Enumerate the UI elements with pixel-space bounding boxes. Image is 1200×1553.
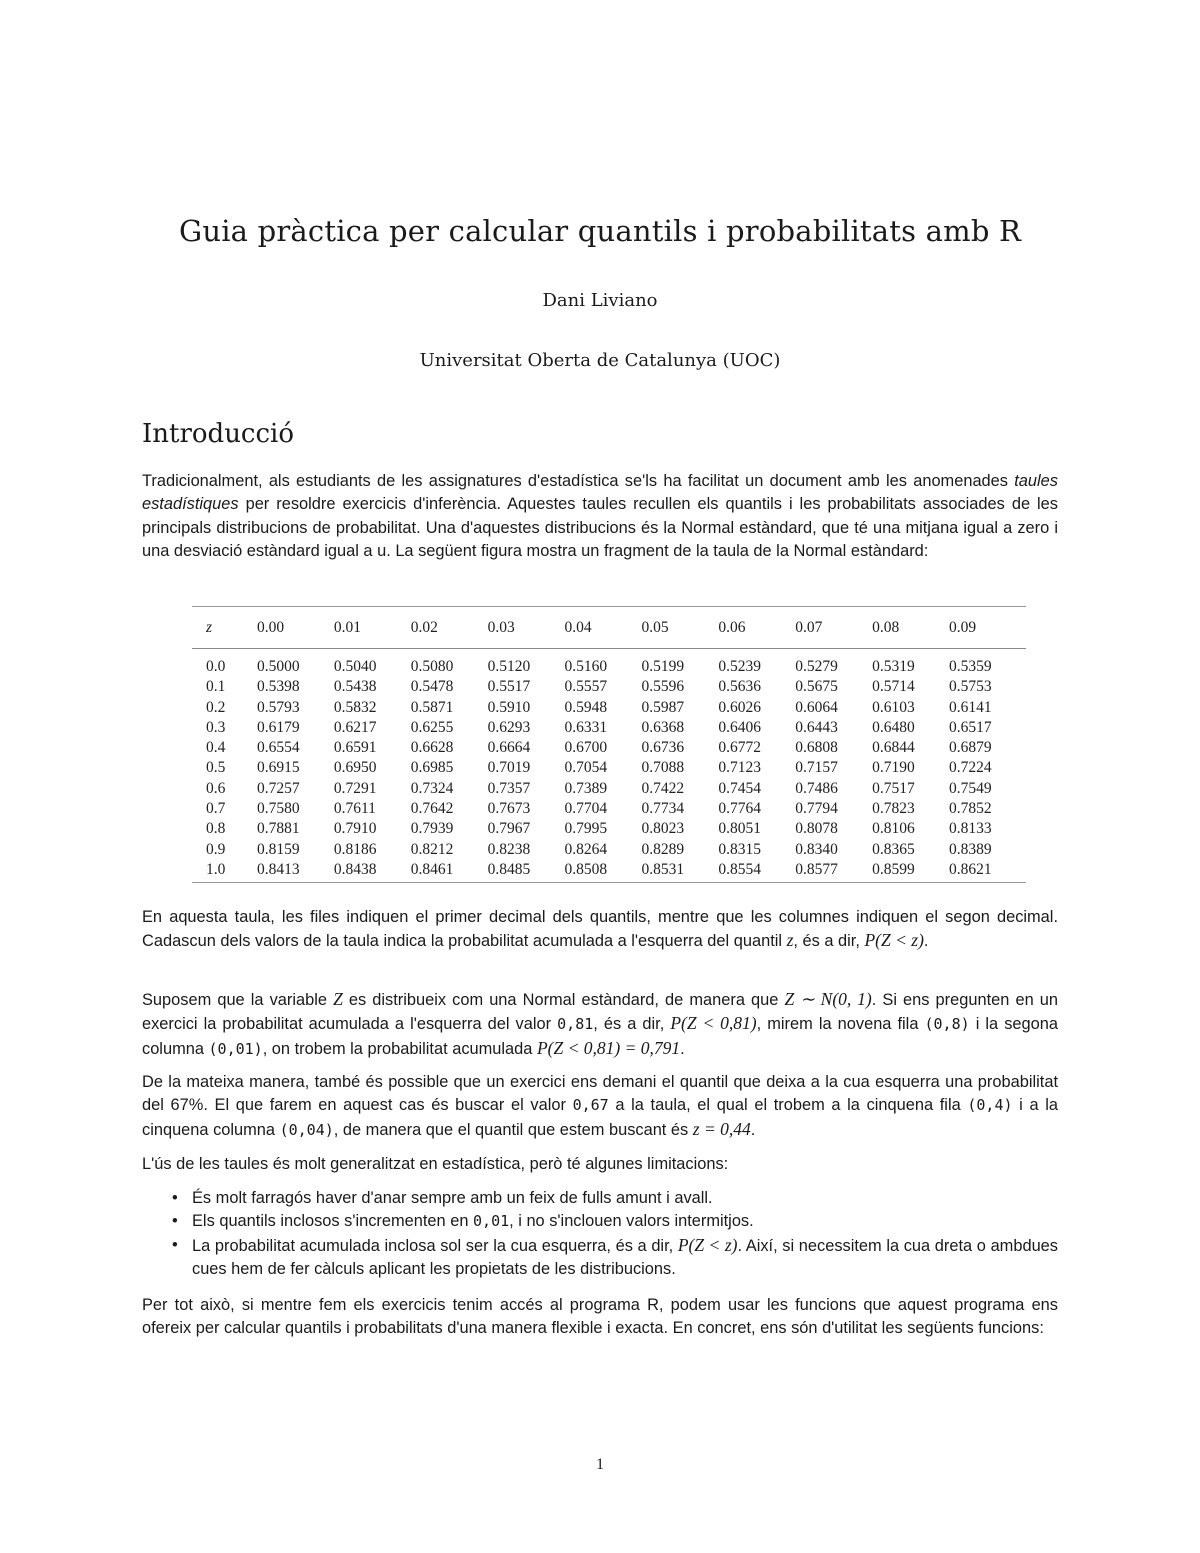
table-cell: 0.5160 (564, 658, 608, 675)
table-row-z: 0.4 (206, 739, 226, 757)
table-row (192, 677, 1026, 697)
table-cell: 0.5910 (487, 698, 531, 716)
author-name: Dani Liviano (542, 290, 658, 311)
table-row-z: 0.1 (206, 678, 226, 696)
table-row-z: 0.0 (206, 658, 226, 675)
intro-italic-term: taules estadístiques (142, 472, 1058, 514)
table-cell: 0.5557 (564, 678, 608, 696)
text: , de manera que el quantil que estem buscant és (333, 1120, 693, 1139)
table-cell: 0.8365 (872, 840, 915, 858)
table-cell: 0.6808 (795, 739, 838, 757)
table-cell: 0.5398 (256, 678, 300, 696)
text: , és a dir, (793, 932, 865, 951)
table-row (192, 758, 1026, 778)
table-cell: 0.6217 (333, 718, 377, 736)
table-cell: 0.7291 (333, 779, 377, 797)
table-header-col: 0.02 (411, 607, 488, 649)
table-cell: 0.8413 (257, 860, 334, 883)
text: i a la cinquena columna (142, 1096, 1058, 1139)
table-cell: 0.8078 (795, 820, 838, 838)
list-item (142, 1234, 1058, 1282)
text: De la mateixa manera, també és possible que un exercici ens demani el quantil que deixa a la cua esquerra una probabilitat del 67%. El que farem en aquest cas és buscar el valor (142, 1073, 1058, 1115)
table-cell: 0.5753 (949, 678, 992, 696)
math-value: (0,8) (924, 1015, 970, 1034)
table-row (192, 819, 1026, 839)
table-cell: 0.6517 (949, 718, 992, 736)
table-cell: 0.6700 (564, 739, 608, 757)
table-row-z: 0.5 (206, 759, 226, 777)
table-cell: 0.7823 (872, 800, 915, 818)
table-header-z: z (192, 607, 257, 649)
table-cell: 0.8159 (256, 840, 300, 858)
table-cell: 0.7734 (641, 800, 685, 818)
normal-table (192, 606, 1026, 883)
table-row-z: 0.8 (206, 820, 226, 838)
table-cell: 0.6879 (949, 739, 992, 757)
table-header-col: 0.06 (718, 607, 795, 649)
table-header-col: 0.09 (949, 607, 1026, 649)
list-item (142, 1210, 1058, 1233)
math-expression: z = 0,44 (692, 1118, 751, 1139)
table-cell: 0.8485 (488, 860, 565, 883)
table-cell: 0.5120 (487, 658, 531, 675)
table-cell: 0.7794 (795, 800, 838, 818)
table-cell: 0.5359 (949, 658, 992, 675)
table-cell: 0.5871 (410, 698, 454, 716)
text: , i no s'inclouen valors intermitjos. (509, 1212, 754, 1231)
text: . (923, 932, 929, 951)
table-header-col: 0.05 (641, 607, 718, 649)
table-row (192, 779, 1026, 799)
bullet-icon: • (172, 1212, 178, 1231)
table-header-col: 0.08 (872, 607, 949, 649)
table-cell: 0.5319 (872, 658, 915, 675)
table-header-col: 0.01 (334, 607, 411, 649)
math-distribution: Z ∼ N(0, 1) (784, 989, 872, 1009)
table-cell: 0.7454 (718, 779, 761, 797)
table-cell: 0.8212 (410, 840, 454, 858)
math-expression: P(Z < z) (677, 1234, 738, 1255)
math-z: z (786, 930, 794, 951)
section-heading: Introducció (142, 419, 295, 449)
table-cell: 0.7224 (949, 759, 992, 777)
table-cell: 0.6064 (795, 698, 838, 716)
table-row (192, 698, 1026, 718)
math-value: 0,67 (572, 1096, 609, 1115)
table-cell: 0.6026 (718, 698, 761, 716)
table-cell: 0.5199 (641, 658, 685, 675)
page-number: 1 (596, 1456, 604, 1473)
text: . Així, si necessitem la cua dreta o ambdues cues hem de fer càlculs aplicant les propietats de les distribucions. (192, 1236, 1058, 1278)
limitations-list (142, 1187, 1058, 1281)
table-cell: 0.6443 (795, 718, 838, 736)
table-cell: 0.8289 (641, 840, 685, 858)
math-value: (0,04) (279, 1120, 334, 1139)
text: . Si ens pregunten en un exercici la probabilitat acumulada a l'esquerra del valor (142, 991, 1059, 1034)
table-cell: 0.8577 (795, 860, 872, 883)
text: . (750, 1120, 756, 1139)
table-row (192, 799, 1026, 819)
table-cell: 0.5596 (641, 678, 685, 696)
table-cell: 0.6103 (872, 698, 915, 716)
table-cell: 0.8133 (949, 820, 992, 838)
math-expression: P(Z < z) (864, 930, 924, 951)
table-cell: 0.6736 (641, 739, 685, 757)
text: a la taula, el qual el trobem a la cinquena fila (608, 1096, 968, 1115)
paragraph-example-quantile (142, 1071, 1058, 1142)
document-title: Guia pràctica per calcular quantils i probabilitats amb R (178, 214, 1022, 248)
table-cell: 0.6293 (487, 718, 531, 736)
text: És molt farragós haver d'anar sempre amb un feix de fulls amunt i avall. (192, 1189, 713, 1207)
table-cell: 0.7673 (487, 800, 531, 818)
table-cell: 0.7357 (487, 779, 531, 797)
table-cell: 0.7389 (564, 779, 608, 797)
table-header-col: 0.07 (795, 607, 872, 649)
table-cell: 0.8106 (872, 820, 915, 838)
table-cell: 0.5040 (333, 658, 377, 675)
table-cell: 0.6331 (564, 718, 608, 736)
text: , mirem la novena fila (756, 1015, 925, 1034)
table-header-col: 0.04 (565, 607, 642, 649)
table-cell: 0.7881 (256, 820, 300, 838)
table-header-col: 0.00 (257, 607, 334, 649)
table-cell: 0.6554 (256, 739, 300, 757)
table-cell: 0.8621 (949, 860, 1026, 883)
table-cell: 0.5438 (333, 678, 377, 696)
table-cell: 0.6950 (333, 759, 377, 777)
intro-paragraph (142, 470, 1058, 563)
text: La probabilitat acumulada inclosa sol ser la cua esquerra, és a dir, (192, 1236, 678, 1255)
table-cell: 0.8340 (795, 840, 838, 858)
table-row-z: 0.2 (206, 698, 226, 716)
text: es distribueix com una Normal estàndard, de manera que (342, 991, 785, 1009)
table-row (192, 840, 1026, 860)
table-cell: 0.7967 (487, 820, 531, 838)
table-cell: 0.7852 (949, 800, 992, 818)
table-cell: 0.5080 (410, 658, 454, 675)
table-row (192, 738, 1026, 758)
table-cell: 0.7422 (641, 779, 685, 797)
table-cell: 0.7764 (718, 800, 761, 818)
table-cell: 0.7088 (641, 759, 685, 777)
table-cell: 0.7257 (256, 779, 300, 797)
table-cell: 0.6368 (641, 718, 685, 736)
table-cell: 0.7019 (487, 759, 531, 777)
table-row-z: 0.6 (206, 779, 226, 797)
paragraph-example-probability (142, 988, 1058, 1061)
math-expression: P(Z < 0,81) = 0,791 (536, 1037, 681, 1058)
paragraph-table-explanation (142, 906, 1058, 954)
table-row (192, 718, 1026, 738)
bullet-icon: • (172, 1189, 178, 1207)
affiliation: Universitat Oberta de Catalunya (UOC) (419, 350, 781, 371)
bullet-icon: • (172, 1235, 178, 1254)
table-cell: 0.7549 (949, 779, 992, 797)
text: Els quantils inclosos s'incrementen en (192, 1212, 474, 1231)
text: , on trobem la probabilitat acumulada (262, 1039, 537, 1058)
table-cell: 0.5832 (333, 698, 377, 716)
table-cell: 0.6591 (333, 739, 377, 757)
math-value: (0,01) (208, 1039, 263, 1058)
intro-text-b: per resoldre exercicis d'inferència. Aquestes taules recullen els quantils i les probabilitats associades de les principals distribucions de probabilitat. Una d'aquestes distribucions és la Normal estàndard, que té una mitjana igual a zero i una desviació estàndard igual a u. La següent figura mostra un fragment de la taula de la Normal estàndard: (142, 495, 1058, 560)
table-row-z: 0.9 (206, 840, 226, 858)
table-header-row (192, 607, 1026, 649)
table-cell: 0.6255 (410, 718, 454, 736)
math-value: 0,81 (557, 1015, 594, 1034)
table-cell: 0.6141 (949, 698, 992, 716)
table-cell: 0.5948 (564, 698, 608, 716)
table-cell: 0.7580 (256, 800, 300, 818)
table-cell: 0.7910 (333, 820, 377, 838)
table-cell: 0.8315 (718, 840, 761, 858)
table-cell: 0.7190 (872, 759, 915, 777)
table-cell: 0.8461 (411, 860, 488, 883)
table-cell: 0.7995 (564, 820, 608, 838)
table-cell: 0.7486 (795, 779, 838, 797)
table-cell: 0.6772 (718, 739, 761, 757)
table-cell: 0.7642 (410, 800, 454, 818)
table-cell: 0.5000 (256, 658, 300, 675)
table-cell: 0.8264 (564, 840, 608, 858)
table-cell: 0.5793 (256, 698, 300, 716)
table-cell: 0.5478 (410, 678, 454, 696)
math-expression: P(Z < 0,81) (670, 1013, 757, 1034)
table-row-z: 1.0 (192, 860, 257, 883)
table-row (192, 649, 1026, 678)
table-cell: 0.8531 (641, 860, 718, 883)
table-cell: 0.6664 (487, 739, 531, 757)
table-cell: 0.5636 (718, 678, 761, 696)
table-cell: 0.7324 (410, 779, 454, 797)
table-cell: 0.8023 (641, 820, 685, 838)
table-cell: 0.6915 (256, 759, 300, 777)
text: , és a dir, (593, 1015, 671, 1034)
table-row (192, 860, 1026, 883)
table-cell: 0.5239 (718, 658, 761, 675)
table-cell: 0.7157 (795, 759, 838, 777)
table-cell: 0.7704 (564, 800, 608, 818)
table-cell: 0.5517 (487, 678, 531, 696)
math-value: 0,01 (473, 1212, 510, 1231)
table-row-z: 0.3 (206, 718, 226, 736)
text: . (680, 1039, 685, 1058)
table-cell: 0.5987 (641, 698, 685, 716)
math-value: (0,4) (967, 1096, 1013, 1115)
table-cell: 0.8389 (949, 840, 992, 858)
table-cell: 0.5279 (795, 658, 838, 675)
table-cell: 0.6628 (410, 739, 454, 757)
table-cell: 0.7611 (333, 800, 376, 818)
table-row-z: 0.7 (206, 800, 226, 818)
text: Suposem que la variable (142, 991, 334, 1009)
table-cell: 0.6985 (410, 759, 454, 777)
table-cell: 0.7123 (718, 759, 761, 777)
text: i la segona columna (142, 1015, 1059, 1058)
table-cell: 0.8599 (872, 860, 949, 883)
table-cell: 0.8051 (718, 820, 761, 838)
table-cell: 0.6406 (718, 718, 761, 736)
table-cell: 0.6844 (872, 739, 915, 757)
paragraph-r-functions: Per tot això, si mentre fem els exercicis tenim accés al programa R, podem usar les funcions que aquest programa ens ofereix per calcular quantils i probabilitats d'una manera flexible i exacta. En concret, ens són d'utilitat les següents funcions: (142, 1296, 1058, 1338)
table-header-col: 0.03 (488, 607, 565, 649)
paragraph-limitations-intro: L'ús de les taules és molt generalitzat en estadística, però té algunes limitacions: (142, 1155, 729, 1173)
table-cell: 0.6179 (256, 718, 300, 736)
table-cell: 0.6480 (872, 718, 915, 736)
table-cell: 0.8508 (565, 860, 642, 883)
table-cell: 0.8238 (487, 840, 531, 858)
table-cell: 0.7517 (872, 779, 915, 797)
table-cell: 0.8438 (334, 860, 411, 883)
table-cell: 0.8186 (333, 840, 377, 858)
list-item (142, 1187, 1058, 1210)
math-Z: Z (333, 989, 343, 1009)
table-cell: 0.7054 (564, 759, 608, 777)
table-cell: 0.8554 (718, 860, 795, 883)
text: En aquesta taula, les files indiquen el primer decimal dels quantils, mentre que les columnes indiquen el segon decimal. Cadascun dels valors de la taula indica la probabilitat acumulada a l'esquerra del quantil (142, 908, 1058, 951)
table-cell: 0.7939 (410, 820, 454, 838)
intro-text-a: Tradicionalment, als estudiants de les assignatures d'estadística se'ls ha facilitat un document amb les anomenades (142, 472, 1015, 490)
table-cell: 0.5714 (872, 678, 915, 696)
table-cell: 0.5675 (795, 678, 838, 696)
table-body (192, 649, 1026, 883)
